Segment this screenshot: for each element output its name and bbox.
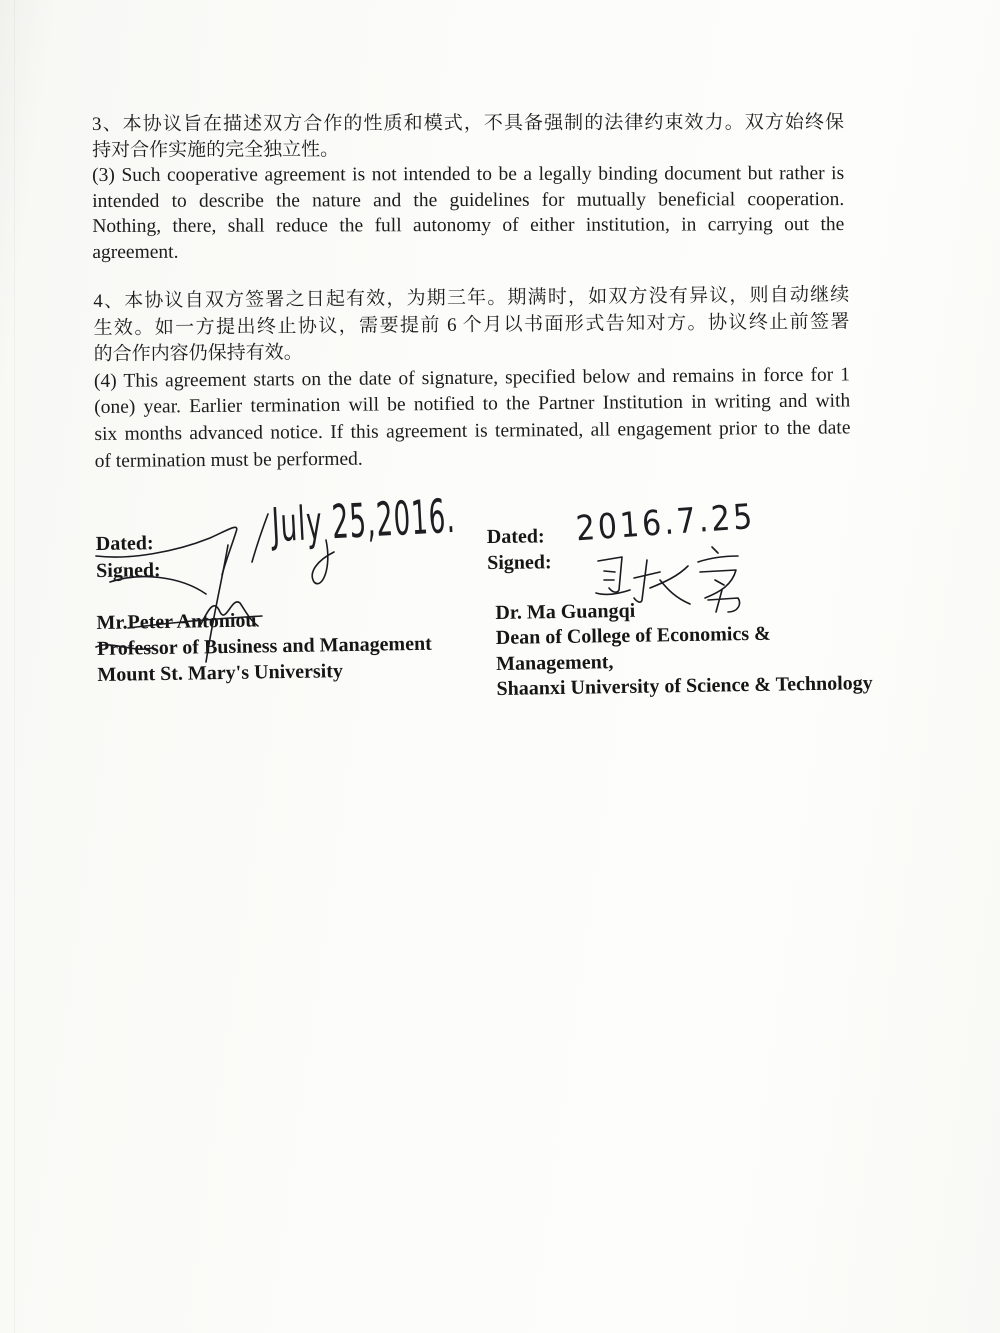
clause-3-zh-line: 持对合作实施的完全独立性。 xyxy=(92,138,340,161)
clause-4 xyxy=(93,282,851,475)
left-signatory-title: Professor of Business and Management xyxy=(96,632,432,660)
clause-4-en-line: six months advanced notice. If this agreement is terminated, all engagement prior to the date xyxy=(94,417,851,445)
clause-4-en-line: (one) year. Earlier termination will be notified to the Partner Institution in writing and with xyxy=(94,390,851,419)
right-signatory-name: Dr. Ma Guangqi xyxy=(495,599,636,625)
right-signature-stroke xyxy=(698,547,738,562)
right-signatory-institution: Shaanxi University of Science & Technology xyxy=(496,671,873,700)
clause-3-en-line: (3) Such cooperative agreement is not intended to be a legally binding document but rather is xyxy=(92,163,845,187)
left-signatory-block xyxy=(96,605,432,688)
right-signature-stroke xyxy=(634,560,660,602)
left-signature-labels xyxy=(96,530,161,585)
right-signature-labels xyxy=(487,523,552,576)
clause-4-zh-line: 4、本协议自双方签署之日起有效，为期三年。期满时，如双方没有异议，则自动继续 xyxy=(93,284,850,313)
left-dated-label: Dated: xyxy=(95,532,154,556)
clause-3 xyxy=(92,110,844,266)
page-edge-shadow xyxy=(14,0,15,1333)
right-signatory-title: Dean of College of Economics & xyxy=(495,622,771,650)
right-signature-stroke xyxy=(700,570,736,598)
clause-4-zh-line: 生效。如一方提出终止协议，需要提前 6 个月以书面形式告知对方。协议终止前签署 xyxy=(93,310,850,339)
clause-3-en-line: intended to describe the nature and the guidelines for mutually beneficial cooperation. xyxy=(92,188,845,212)
left-signature-slash xyxy=(252,514,268,562)
clause-3-zh-line: 3、本协议旨在描述双方合作的性质和模式，不具备强制的法律约束效力。双方始终保 xyxy=(92,112,845,135)
clause-4-en-line: of termination must be performed. xyxy=(94,448,363,472)
clause-3-en-line: agreement. xyxy=(92,241,179,263)
right-signature-stroke xyxy=(598,557,622,592)
clause-4-en-line: (4) This agreement starts on the date of signature, specified below and remains in force for 1 xyxy=(93,364,851,392)
left-signed-label: Signed: xyxy=(96,559,161,582)
right-signed-label: Signed: xyxy=(487,551,552,574)
right-signature-stroke xyxy=(596,590,630,594)
right-signature-stroke xyxy=(604,571,615,580)
clause-3-en-line: Nothing, there, shall reduce the full autonomy of either institution, in carrying out the xyxy=(92,214,845,238)
clause-4-zh-line: 的合作内容仍保持有效。 xyxy=(93,342,303,366)
left-signatory-institution: Mount St. Mary's University xyxy=(97,660,344,686)
right-dated-label: Dated: xyxy=(486,525,545,549)
right-signatory-title: Management, xyxy=(496,650,614,675)
left-signatory-name: Mr.Peter Antoniou xyxy=(96,609,257,635)
right-signatory-block xyxy=(495,595,873,702)
right-handwritten-date: 2016.7.25 xyxy=(574,496,757,550)
left-handwritten-date: July 25,2016. xyxy=(270,490,457,554)
